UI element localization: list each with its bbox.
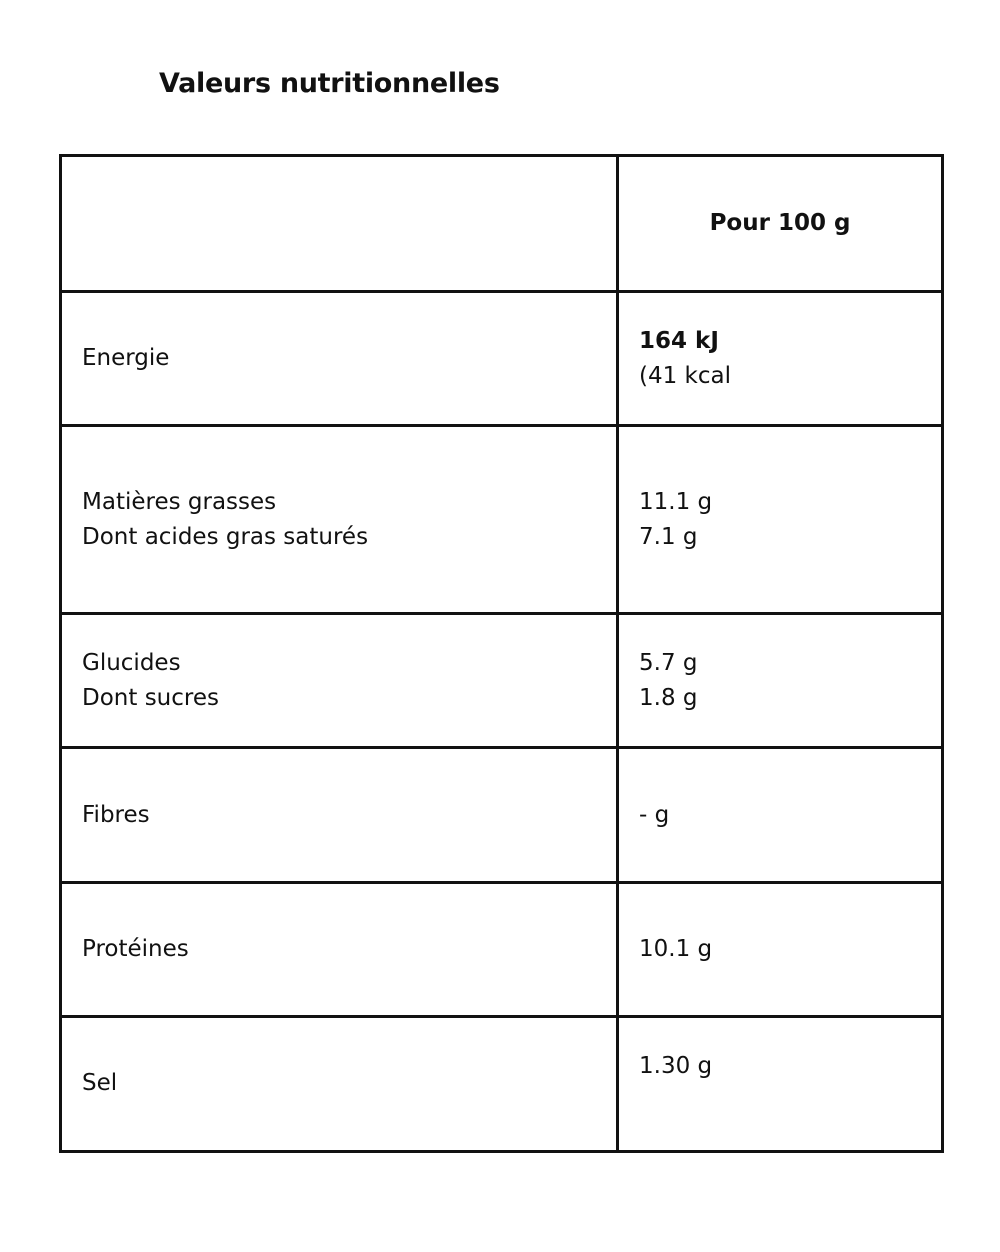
energy-kj-value: 164 kJ bbox=[639, 327, 719, 354]
protein-label: Protéines bbox=[61, 883, 618, 1017]
salt-value: 1.30 g bbox=[618, 1017, 943, 1152]
nutrition-table bbox=[59, 154, 944, 1153]
fat-label: Matières grasses bbox=[82, 488, 277, 515]
carbs-label-cell bbox=[61, 614, 618, 748]
fibre-label: Fibres bbox=[61, 748, 618, 883]
carbs-value-cell bbox=[618, 614, 943, 748]
page-title: Valeurs nutritionnelles bbox=[159, 68, 500, 99]
sugars-value: 1.8 g bbox=[639, 684, 698, 711]
energy-label: Energie bbox=[61, 292, 618, 426]
table-row-protein bbox=[61, 883, 943, 1017]
fat-label-cell bbox=[61, 426, 618, 614]
fat-value: 11.1 g bbox=[639, 488, 713, 515]
table-row-fibre bbox=[61, 748, 943, 883]
saturated-fat-value: 7.1 g bbox=[639, 523, 698, 550]
sugars-label: Dont sucres bbox=[82, 684, 219, 711]
table-row-salt bbox=[61, 1017, 943, 1152]
protein-value: 10.1 g bbox=[618, 883, 943, 1017]
carbs-value: 5.7 g bbox=[639, 649, 698, 676]
fat-value-cell bbox=[618, 426, 943, 614]
header-value-cell: Pour 100 g bbox=[618, 156, 943, 292]
saturated-fat-label: Dont acides gras saturés bbox=[82, 523, 369, 550]
energy-value-cell bbox=[618, 292, 943, 426]
table-row-energy bbox=[61, 292, 943, 426]
energy-kcal-value: (41 kcal bbox=[639, 362, 731, 389]
header-label-cell bbox=[61, 156, 618, 292]
carbs-label: Glucides bbox=[82, 649, 181, 676]
table-header-row bbox=[61, 156, 943, 292]
table-row-carbs bbox=[61, 614, 943, 748]
salt-label: Sel bbox=[61, 1017, 618, 1152]
table-row-fat bbox=[61, 426, 943, 614]
fibre-value: - g bbox=[618, 748, 943, 883]
